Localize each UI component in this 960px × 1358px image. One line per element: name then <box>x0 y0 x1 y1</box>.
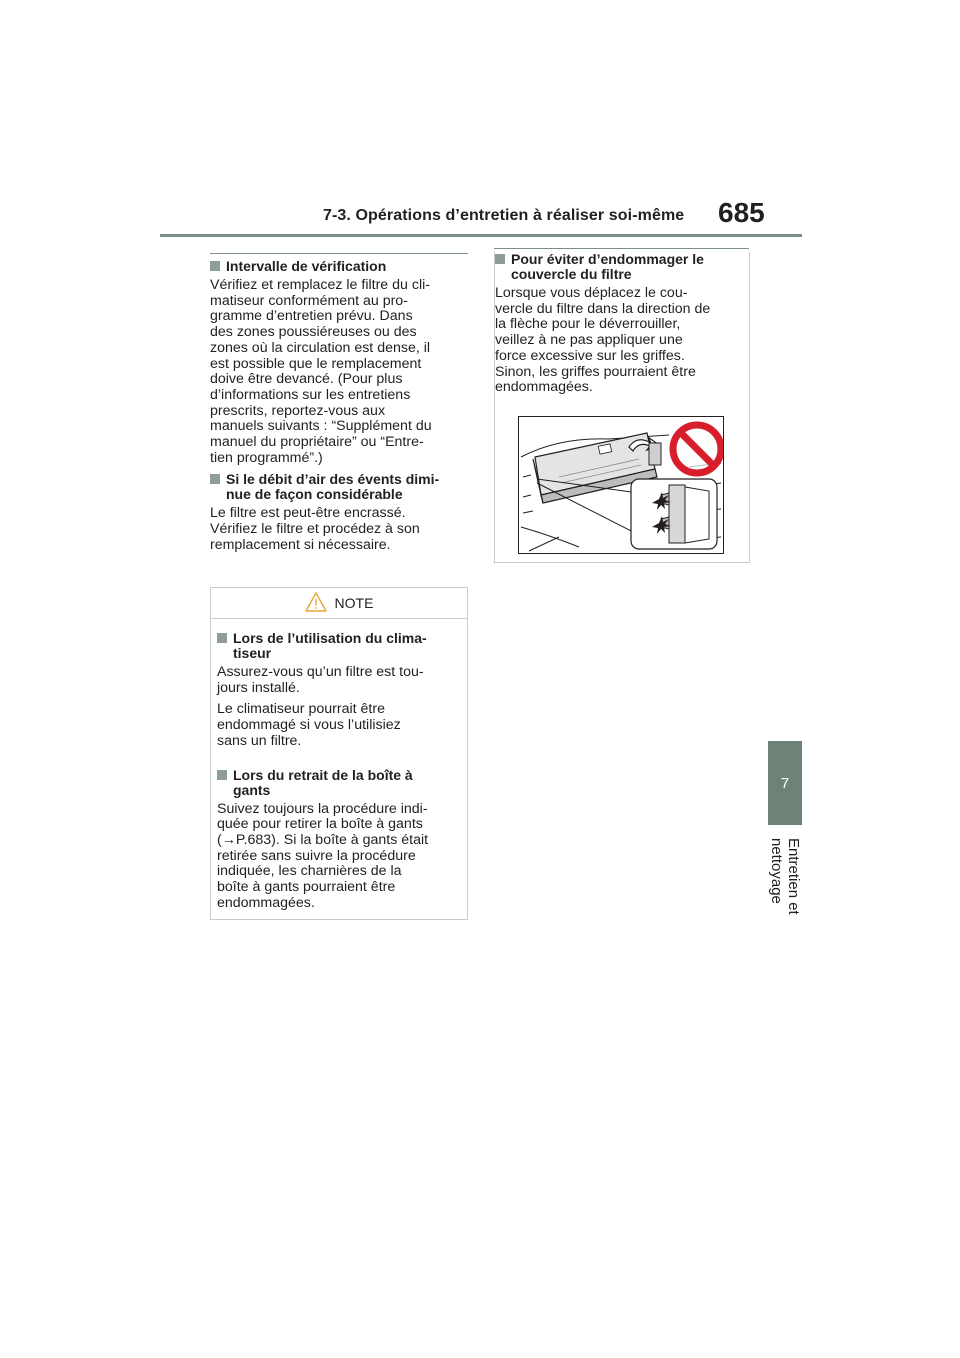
header-rule <box>160 234 802 237</box>
note-title: NOTE <box>334 595 374 611</box>
heading-text: Lors de l’utilisation du clima- tiseur <box>233 630 427 661</box>
heading-text: Si le débit d’air des évents dimi- nue de façon considérable <box>226 471 440 503</box>
section-divider <box>210 253 468 254</box>
section-body: Lorsque vous déplacez le cou- vercle du filtre dans la direction de la flèche pour le déverrouiller, veillez à ne pas appliquer une force excessive sur les griffes. Sinon, les griffes pourraient être endommagées. <box>495 285 711 396</box>
square-bullet-icon <box>210 474 220 484</box>
square-bullet-icon <box>210 261 220 271</box>
chapter-number: 7 <box>780 774 790 792</box>
warning-triangle-icon <box>305 592 327 615</box>
note-heading <box>217 631 461 661</box>
note-paragraph: Assurez-vous qu’un filtre est tou- jours installé. <box>217 664 424 696</box>
heading-text: Lors du retrait de la boîte à gants <box>233 766 413 798</box>
section-divider <box>494 248 749 249</box>
heading-text: Pour éviter d’endommager le couvercle du filtre <box>511 251 704 282</box>
note-paragraph: Suivez toujours la procédure indi- quée pour retirer la boîte à gants (→P.683). Si la boîte à gants était retirée sans suivre la procédure indiquée, les charnières de la boîte à gants pourraient être endommagées. <box>217 800 429 911</box>
heading-text: Intervalle de vérification <box>226 258 387 274</box>
chapter-label: Entretien et nettoyage <box>768 838 802 915</box>
section-body: Vérifiez et remplacez le filtre du cli- matiseur conformément au pro- gramme d’entretien prévu. Dans des zones poussiéreuses ou des zones où la circulation est dense, il est possible que le remplacement doive être devancé. (Pour plus d’informations sur les entretiens prescrits, reportez-vous aux manuels suivants : “Supplément du manuel du propriétaire” ou “Entre- tien programmé”.) <box>210 277 432 466</box>
section-heading <box>210 472 468 502</box>
note-heading <box>217 768 461 798</box>
section-heading <box>495 252 749 282</box>
square-bullet-icon <box>217 770 227 780</box>
prohibition-icon <box>673 425 721 473</box>
section-body: Le filtre est peut-être encrassé. Vérifiez le filtre et procédez à son remplacement si nécessaire. <box>210 505 420 553</box>
right-column <box>494 248 749 563</box>
page-section-title: 7-3. Opérations d’entretien à réaliser soi-même <box>323 207 685 224</box>
square-bullet-icon <box>495 254 505 264</box>
section-heading <box>210 259 468 274</box>
page-number: 685 <box>718 197 765 228</box>
caution-box <box>494 252 750 563</box>
left-column <box>210 253 468 560</box>
note-box <box>210 587 468 920</box>
filter-cover-illustration <box>518 416 724 554</box>
chapter-tab[interactable] <box>768 741 802 825</box>
note-header <box>211 588 467 619</box>
note-paragraph: Le climatiseur pourrait être endommagé si vous l’utilisiez sans un filtre. <box>217 701 401 749</box>
square-bullet-icon <box>217 633 227 643</box>
